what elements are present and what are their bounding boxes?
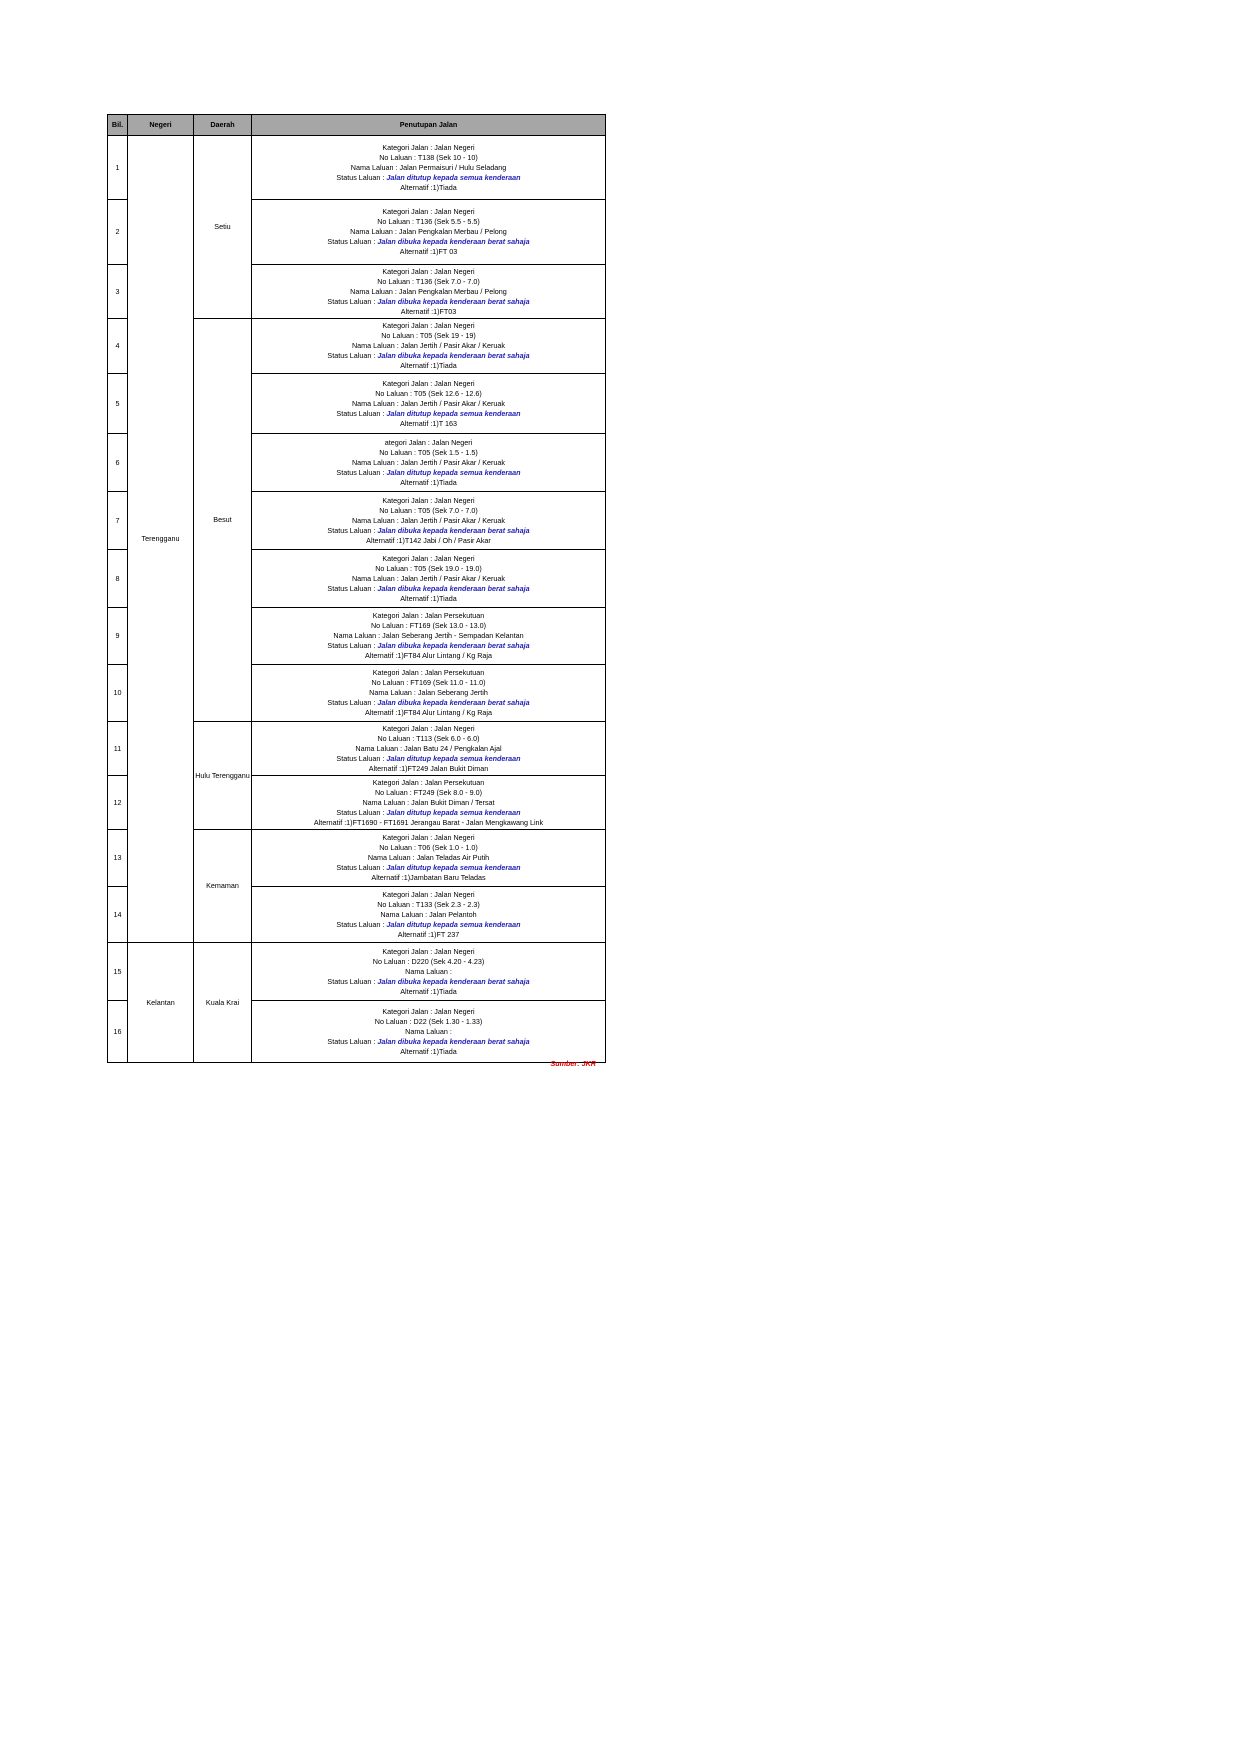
alternatif: Alternatif :1)FT03	[400, 306, 457, 316]
status-laluan	[252, 920, 605, 930]
row-number: 14	[108, 887, 128, 943]
status-label: Status Laluan :	[327, 296, 378, 306]
kategori-jalan: Kategori Jalan : Jalan Negeri	[382, 495, 475, 505]
no-laluan: No Laluan : D22 (Sek 1.30 - 1.33)	[374, 1016, 483, 1026]
closure-details	[252, 265, 606, 319]
status-label: Status Laluan :	[336, 753, 387, 763]
alternatif: Alternatif :1)T142 Jabi / Oh / Pasir Akar	[366, 535, 491, 545]
header-daerah: Daerah	[194, 115, 252, 136]
kategori-jalan: Kategori Jalan : Jalan Negeri	[382, 142, 475, 152]
row-number: 1	[108, 136, 128, 200]
status-value: Jalan ditutup kepada semua kenderaan	[386, 753, 521, 763]
nama-laluan: Nama Laluan : Jalan Jertih / Pasir Akar / Keruak	[351, 398, 505, 408]
nama-laluan: Nama Laluan : Jalan Batu 24 / Pengkalan Ajal	[355, 743, 502, 753]
status-value: Jalan dibuka kepada kenderaan berat sahaja	[377, 698, 530, 707]
nama-laluan: Nama Laluan :	[405, 1026, 452, 1036]
kategori-jalan: ategori Jalan : Jalan Negeri	[384, 437, 473, 447]
status-value: Jalan dibuka kepada kenderaan berat sahaja	[377, 976, 530, 986]
nama-laluan: Nama Laluan : Jalan Jertih / Pasir Akar / Keruak	[351, 573, 505, 583]
status-label: Status Laluan :	[327, 583, 378, 593]
header-penutupan-jalan: Penutupan Jalan	[252, 115, 606, 136]
status-value: Jalan dibuka kepada kenderaan berat sahaja	[377, 296, 530, 306]
daerah-cell-hulu-terengganu: Hulu Terengganu	[194, 722, 252, 830]
closure-details	[252, 608, 606, 665]
alternatif: Alternatif :1)FT84 Alur Lintang / Kg Raja	[364, 651, 493, 660]
nama-laluan: Nama Laluan : Jalan Pengkalan Merbau / Pelong	[350, 286, 507, 296]
status-label: Status Laluan :	[327, 641, 378, 650]
alternatif: Alternatif :1)Jambatan Baru Teladas	[371, 873, 486, 882]
kategori-jalan: Kategori Jalan : Jalan Negeri	[382, 889, 475, 899]
header-row	[108, 115, 606, 136]
alternatif: Alternatif :1)Tiada	[400, 361, 457, 370]
daerah-cell-besut: Besut	[194, 319, 252, 722]
header-bil: Bil.	[108, 115, 128, 136]
closure-details	[252, 550, 606, 608]
no-laluan: No Laluan : T138 (Sek 10 - 10)	[379, 152, 478, 162]
alternatif: Alternatif :1)T 163	[400, 418, 457, 428]
no-laluan: No Laluan : T05 (Sek 19 - 19)	[381, 331, 476, 340]
row-number: 8	[108, 550, 128, 608]
alternatif: Alternatif :1)FT1690 - FT1691 Jerangau Barat - Jalan Mengkawang Link	[313, 817, 544, 827]
status-value: Jalan dibuka kepada kenderaan berat sahaja	[377, 351, 530, 360]
status-value: Jalan ditutup kepada semua kenderaan	[386, 863, 521, 872]
closure-details	[252, 887, 606, 943]
nama-laluan: Nama Laluan : Jalan Jertih / Pasir Akar / Keruak	[351, 457, 505, 467]
alternatif: Alternatif :1)Tiada	[400, 477, 457, 487]
no-laluan: No Laluan : T136 (Sek 5.5 - 5.5)	[377, 217, 480, 226]
no-laluan: No Laluan : T06 (Sek 1.0 - 1.0)	[379, 843, 478, 852]
row-number: 15	[108, 943, 128, 1001]
closure-details	[252, 722, 606, 776]
status-value: Jalan ditutup kepada semua kenderaan	[386, 807, 521, 817]
closure-details	[252, 776, 606, 830]
closure-details	[252, 665, 606, 722]
kategori-jalan: Kategori Jalan : Jalan Negeri	[382, 946, 475, 956]
closure-details	[252, 136, 606, 200]
status-value: Jalan dibuka kepada kenderaan berat sahaja	[377, 525, 530, 535]
road-closure-table	[107, 114, 606, 1063]
kategori-jalan: Kategori Jalan : Jalan Negeri	[382, 207, 475, 216]
kategori-jalan: Kategori Jalan : Jalan Negeri	[382, 1006, 475, 1016]
negeri-cell-kelantan: Kelantan	[128, 943, 194, 1063]
status-laluan	[252, 351, 605, 361]
row-number: 16	[108, 1001, 128, 1063]
row-number: 6	[108, 434, 128, 492]
status-laluan	[252, 754, 605, 764]
status-label: Status Laluan :	[327, 237, 378, 246]
status-value: Jalan ditutup kepada semua kenderaan	[386, 467, 521, 477]
status-label: Status Laluan :	[336, 919, 387, 929]
no-laluan: No Laluan : T136 (Sek 7.0 - 7.0)	[377, 276, 480, 286]
kategori-jalan: Kategori Jalan : Jalan Negeri	[382, 321, 475, 330]
row-number: 9	[108, 608, 128, 665]
row-number: 11	[108, 722, 128, 776]
status-label: Status Laluan :	[327, 698, 378, 707]
status-value: Jalan dibuka kepada kenderaan berat sahaja	[377, 1036, 530, 1046]
table-row	[108, 136, 606, 200]
no-laluan: No Laluan : T05 (Sek 7.0 - 7.0)	[379, 505, 478, 515]
status-label: Status Laluan :	[327, 525, 378, 535]
status-label: Status Laluan :	[327, 351, 378, 360]
no-laluan: No Laluan : T05 (Sek 1.5 - 1.5)	[379, 447, 478, 457]
status-laluan	[252, 698, 605, 708]
nama-laluan: Nama Laluan : Jalan Jertih / Pasir Akar / Keruak	[351, 341, 505, 350]
no-laluan: No Laluan : FT169 (Sek 11.0 - 11.0)	[371, 678, 486, 687]
daerah-cell-kemaman: Kemaman	[194, 830, 252, 943]
kategori-jalan: Kategori Jalan : Jalan Negeri	[382, 553, 475, 563]
status-value: Jalan dibuka kepada kenderaan berat sahaja	[377, 583, 530, 593]
status-value: Jalan ditutup kepada semua kenderaan	[386, 919, 521, 929]
row-number: 4	[108, 319, 128, 374]
table-row	[108, 943, 606, 1001]
row-number: 10	[108, 665, 128, 722]
status-label: Status Laluan :	[327, 976, 378, 986]
no-laluan: No Laluan : T133 (Sek 2.3 - 2.3)	[377, 899, 480, 909]
nama-laluan: Nama Laluan : Jalan Jertih / Pasir Akar / Keruak	[351, 515, 505, 525]
alternatif: Alternatif :1)FT84 Alur Lintang / Kg Raja	[364, 708, 493, 717]
status-label: Status Laluan :	[327, 1036, 378, 1046]
row-number: 13	[108, 830, 128, 887]
status-label: Status Laluan :	[336, 863, 387, 872]
no-laluan: No Laluan : FT249 (Sek 8.0 - 9.0)	[374, 787, 483, 797]
closure-details	[252, 830, 606, 887]
status-value: Jalan ditutup kepada semua kenderaan	[386, 408, 521, 418]
status-laluan	[252, 409, 605, 419]
alternatif: Alternatif :1)Tiada	[400, 182, 457, 192]
kategori-jalan: Kategori Jalan : Jalan Negeri	[382, 378, 475, 388]
negeri-cell-terengganu: Terengganu	[128, 136, 194, 943]
status-laluan	[252, 977, 605, 987]
status-laluan	[252, 1037, 605, 1047]
kategori-jalan: Kategori Jalan : Jalan Negeri	[382, 266, 475, 276]
closure-details	[252, 434, 606, 492]
row-number: 12	[108, 776, 128, 830]
header-negeri: Negeri	[128, 115, 194, 136]
status-value: Jalan dibuka kepada kenderaan berat sahaja	[377, 237, 530, 246]
status-label: Status Laluan :	[336, 807, 387, 817]
closure-details	[252, 200, 606, 265]
alternatif: Alternatif :1)Tiada	[400, 986, 457, 996]
kategori-jalan: Kategori Jalan : Jalan Persekutuan	[372, 668, 485, 677]
alternatif: Alternatif :1)Tiada	[400, 1046, 457, 1056]
nama-laluan: Nama Laluan : Jalan Pengkalan Merbau / Pelong	[350, 227, 507, 236]
closure-details	[252, 1001, 606, 1063]
no-laluan: No Laluan : FT169 (Sek 13.0 - 13.0)	[370, 621, 487, 630]
status-laluan	[252, 863, 605, 873]
nama-laluan: Nama Laluan : Jalan Seberang Jertih - Sempadan Kelantan	[333, 631, 524, 640]
status-laluan	[252, 808, 605, 818]
status-label: Status Laluan :	[336, 467, 387, 477]
daerah-cell-setiu: Setiu	[194, 136, 252, 319]
status-laluan	[252, 173, 605, 183]
closure-details	[252, 492, 606, 550]
status-label: Status Laluan :	[336, 172, 387, 182]
alternatif: Alternatif :1)Tiada	[400, 593, 457, 603]
row-number: 5	[108, 374, 128, 434]
nama-laluan: Nama Laluan : Jalan Pelantoh	[380, 909, 477, 919]
row-number: 7	[108, 492, 128, 550]
status-laluan	[252, 297, 605, 307]
source-note: Sumber: JKR	[550, 1059, 596, 1068]
kategori-jalan: Kategori Jalan : Jalan Negeri	[382, 723, 475, 733]
status-value: Jalan dibuka kepada kenderaan berat sahaja	[377, 641, 530, 650]
status-label: Status Laluan :	[336, 408, 387, 418]
daerah-cell-kuala-krai: Kuala Krai	[194, 943, 252, 1063]
alternatif: Alternatif :1)FT249 Jalan Bukit Diman	[368, 763, 489, 773]
nama-laluan: Nama Laluan :	[405, 966, 452, 976]
no-laluan: No Laluan : T05 (Sek 12.6 - 12.6)	[375, 388, 482, 398]
no-laluan: No Laluan : D220 (Sek 4.20 - 4.23)	[372, 956, 485, 966]
status-laluan	[252, 584, 605, 594]
status-laluan	[252, 641, 605, 651]
row-number: 2	[108, 200, 128, 265]
nama-laluan: Nama Laluan : Jalan Bukit Diman / Tersat	[362, 797, 495, 807]
status-laluan	[252, 468, 605, 478]
closure-details	[252, 374, 606, 434]
row-number: 3	[108, 265, 128, 319]
nama-laluan: Nama Laluan : Jalan Seberang Jertih	[369, 688, 488, 697]
status-laluan	[252, 237, 605, 247]
alternatif: Alternatif :1)FT 237	[397, 929, 460, 939]
nama-laluan: Nama Laluan : Jalan Teladas Air Putih	[367, 853, 490, 862]
no-laluan: No Laluan : T113 (Sek 6.0 - 6.0)	[377, 733, 480, 743]
status-value: Jalan ditutup kepada semua kenderaan	[386, 172, 521, 182]
status-laluan	[252, 526, 605, 536]
nama-laluan: Nama Laluan : Jalan Permaisuri / Hulu Seladang	[350, 162, 507, 172]
kategori-jalan: Kategori Jalan : Jalan Persekutuan	[372, 777, 485, 787]
no-laluan: No Laluan : T05 (Sek 19.0 - 19.0)	[375, 563, 482, 573]
kategori-jalan: Kategori Jalan : Jalan Negeri	[382, 833, 475, 842]
alternatif: Alternatif :1)FT 03	[399, 247, 458, 256]
closure-details	[252, 319, 606, 374]
closure-details	[252, 943, 606, 1001]
kategori-jalan: Kategori Jalan : Jalan Persekutuan	[372, 611, 485, 620]
